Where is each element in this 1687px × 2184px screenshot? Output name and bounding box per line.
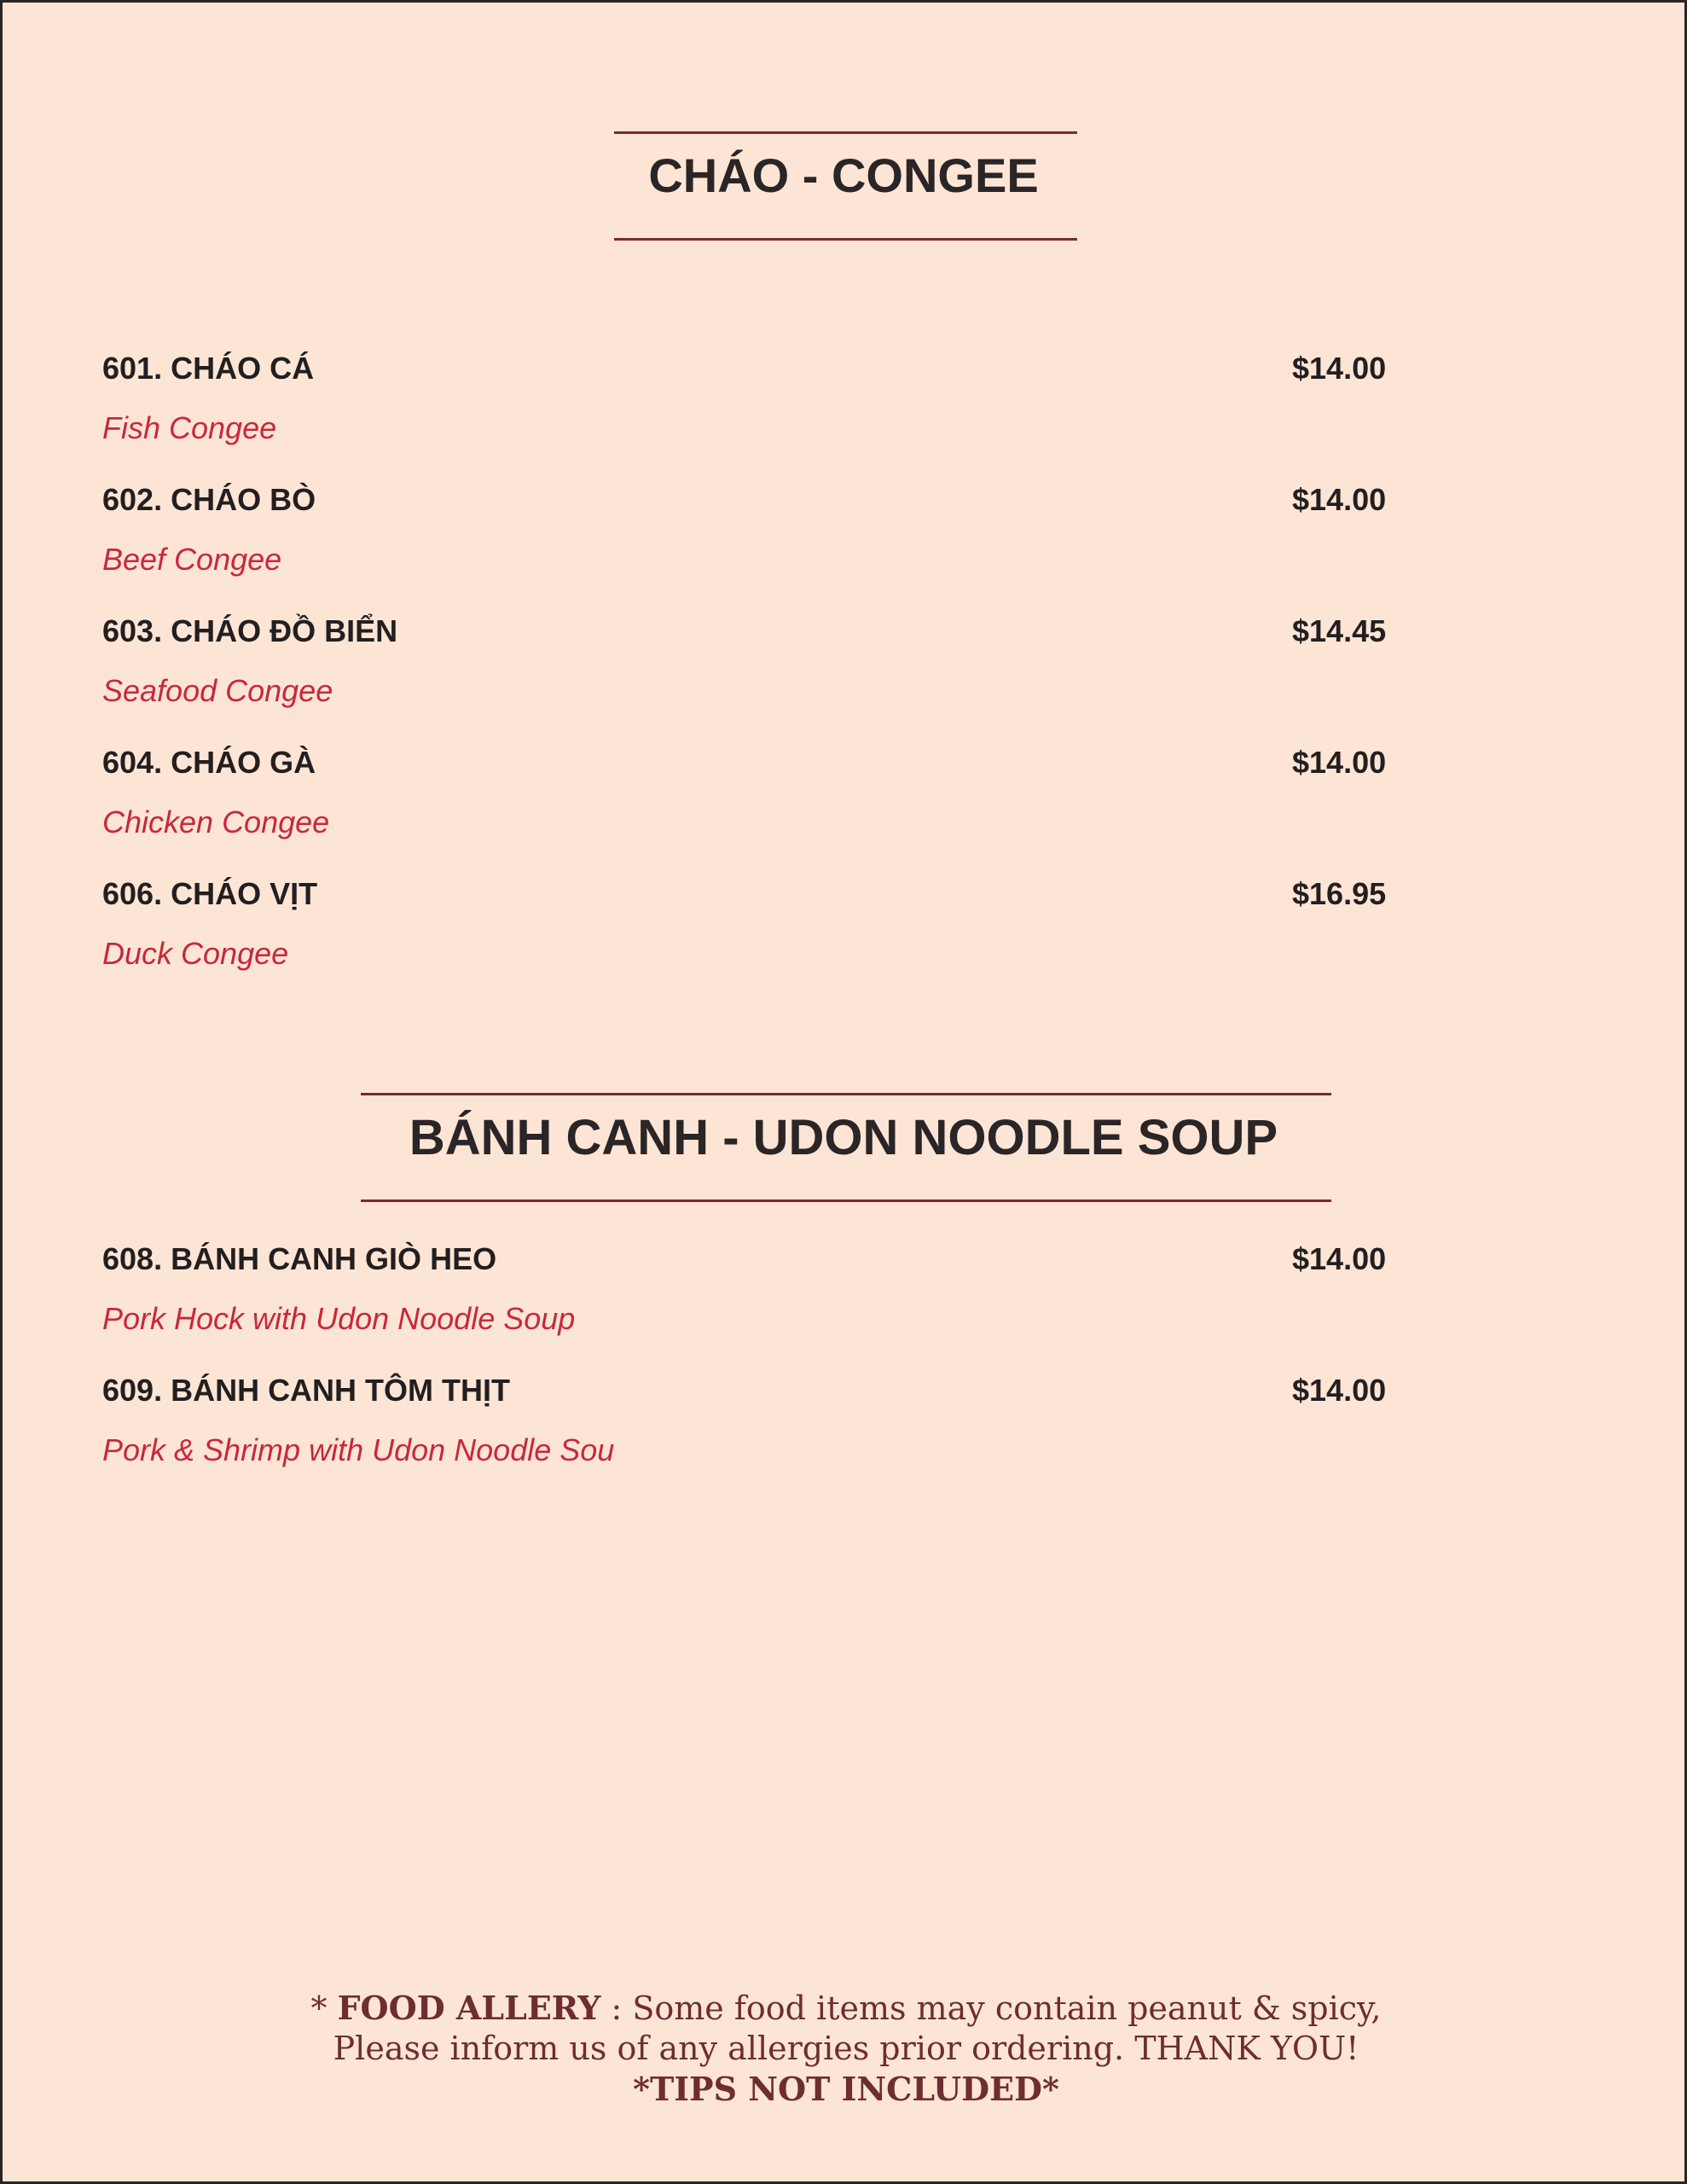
menu-item-description: Pork & Shrimp with Udon Noodle Sou [102,1432,615,1467]
menu-item-description: Pork Hock with Udon Noodle Soup [102,1301,576,1336]
menu-item-name: 609. BÁNH CANH TÔM THỊT [102,1373,511,1408]
menu-item-price: $14.00 [1292,351,1387,386]
udon-section-title: BÁNH CANH - UDON NOODLE SOUP [409,1110,1278,1165]
menu-item-description: Seafood Congee [102,673,333,708]
udon-title-bottom-rule [361,1199,1331,1202]
congee-section-title: CHÁO - CONGEE [648,148,1039,202]
menu-item-price: $14.45 [1292,613,1387,648]
menu-item-price: $14.00 [1292,1373,1387,1408]
menu-item-description: Fish Congee [102,410,277,445]
allergy-notice-line-2: Please inform us of any allergies prior ordering. THANK YOU! [333,2030,1359,2067]
congee-title-bottom-rule [614,238,1077,241]
menu-item-price: $14.00 [1292,1241,1387,1276]
menu-item-name: 604. CHÁO GÀ [102,745,316,780]
menu-item-description: Beef Congee [102,542,282,577]
tips-notice: *TIPS NOT INCLUDED* [633,2070,1059,2108]
menu-item-description: Duck Congee [102,936,289,971]
menu-item-description: Chicken Congee [102,804,330,839]
allergy-notice [3,1988,1687,2110]
menu-item-name: 603. CHÁO ĐỒ BIỂN [102,613,398,648]
menu-item-name: 602. CHÁO BÒ [102,482,316,517]
allergy-notice-line-1: * FOOD ALLERY : Some food items may contain peanut & spicy, [310,1989,1382,2027]
menu-item-name: 608. BÁNH CANH GIÒ HEO [102,1241,497,1276]
menu-item-price: $14.00 [1292,482,1387,517]
menu-item-price: $14.00 [1292,745,1387,780]
udon-title-top-rule [361,1093,1331,1095]
menu-item-price: $16.95 [1292,876,1387,911]
allergy-label: FOOD ALLERY [337,1989,601,2027]
congee-title-top-rule [614,131,1077,134]
menu-item-name: 606. CHÁO VỊT [102,876,318,911]
menu-item-name: 601. CHÁO CÁ [102,351,315,386]
